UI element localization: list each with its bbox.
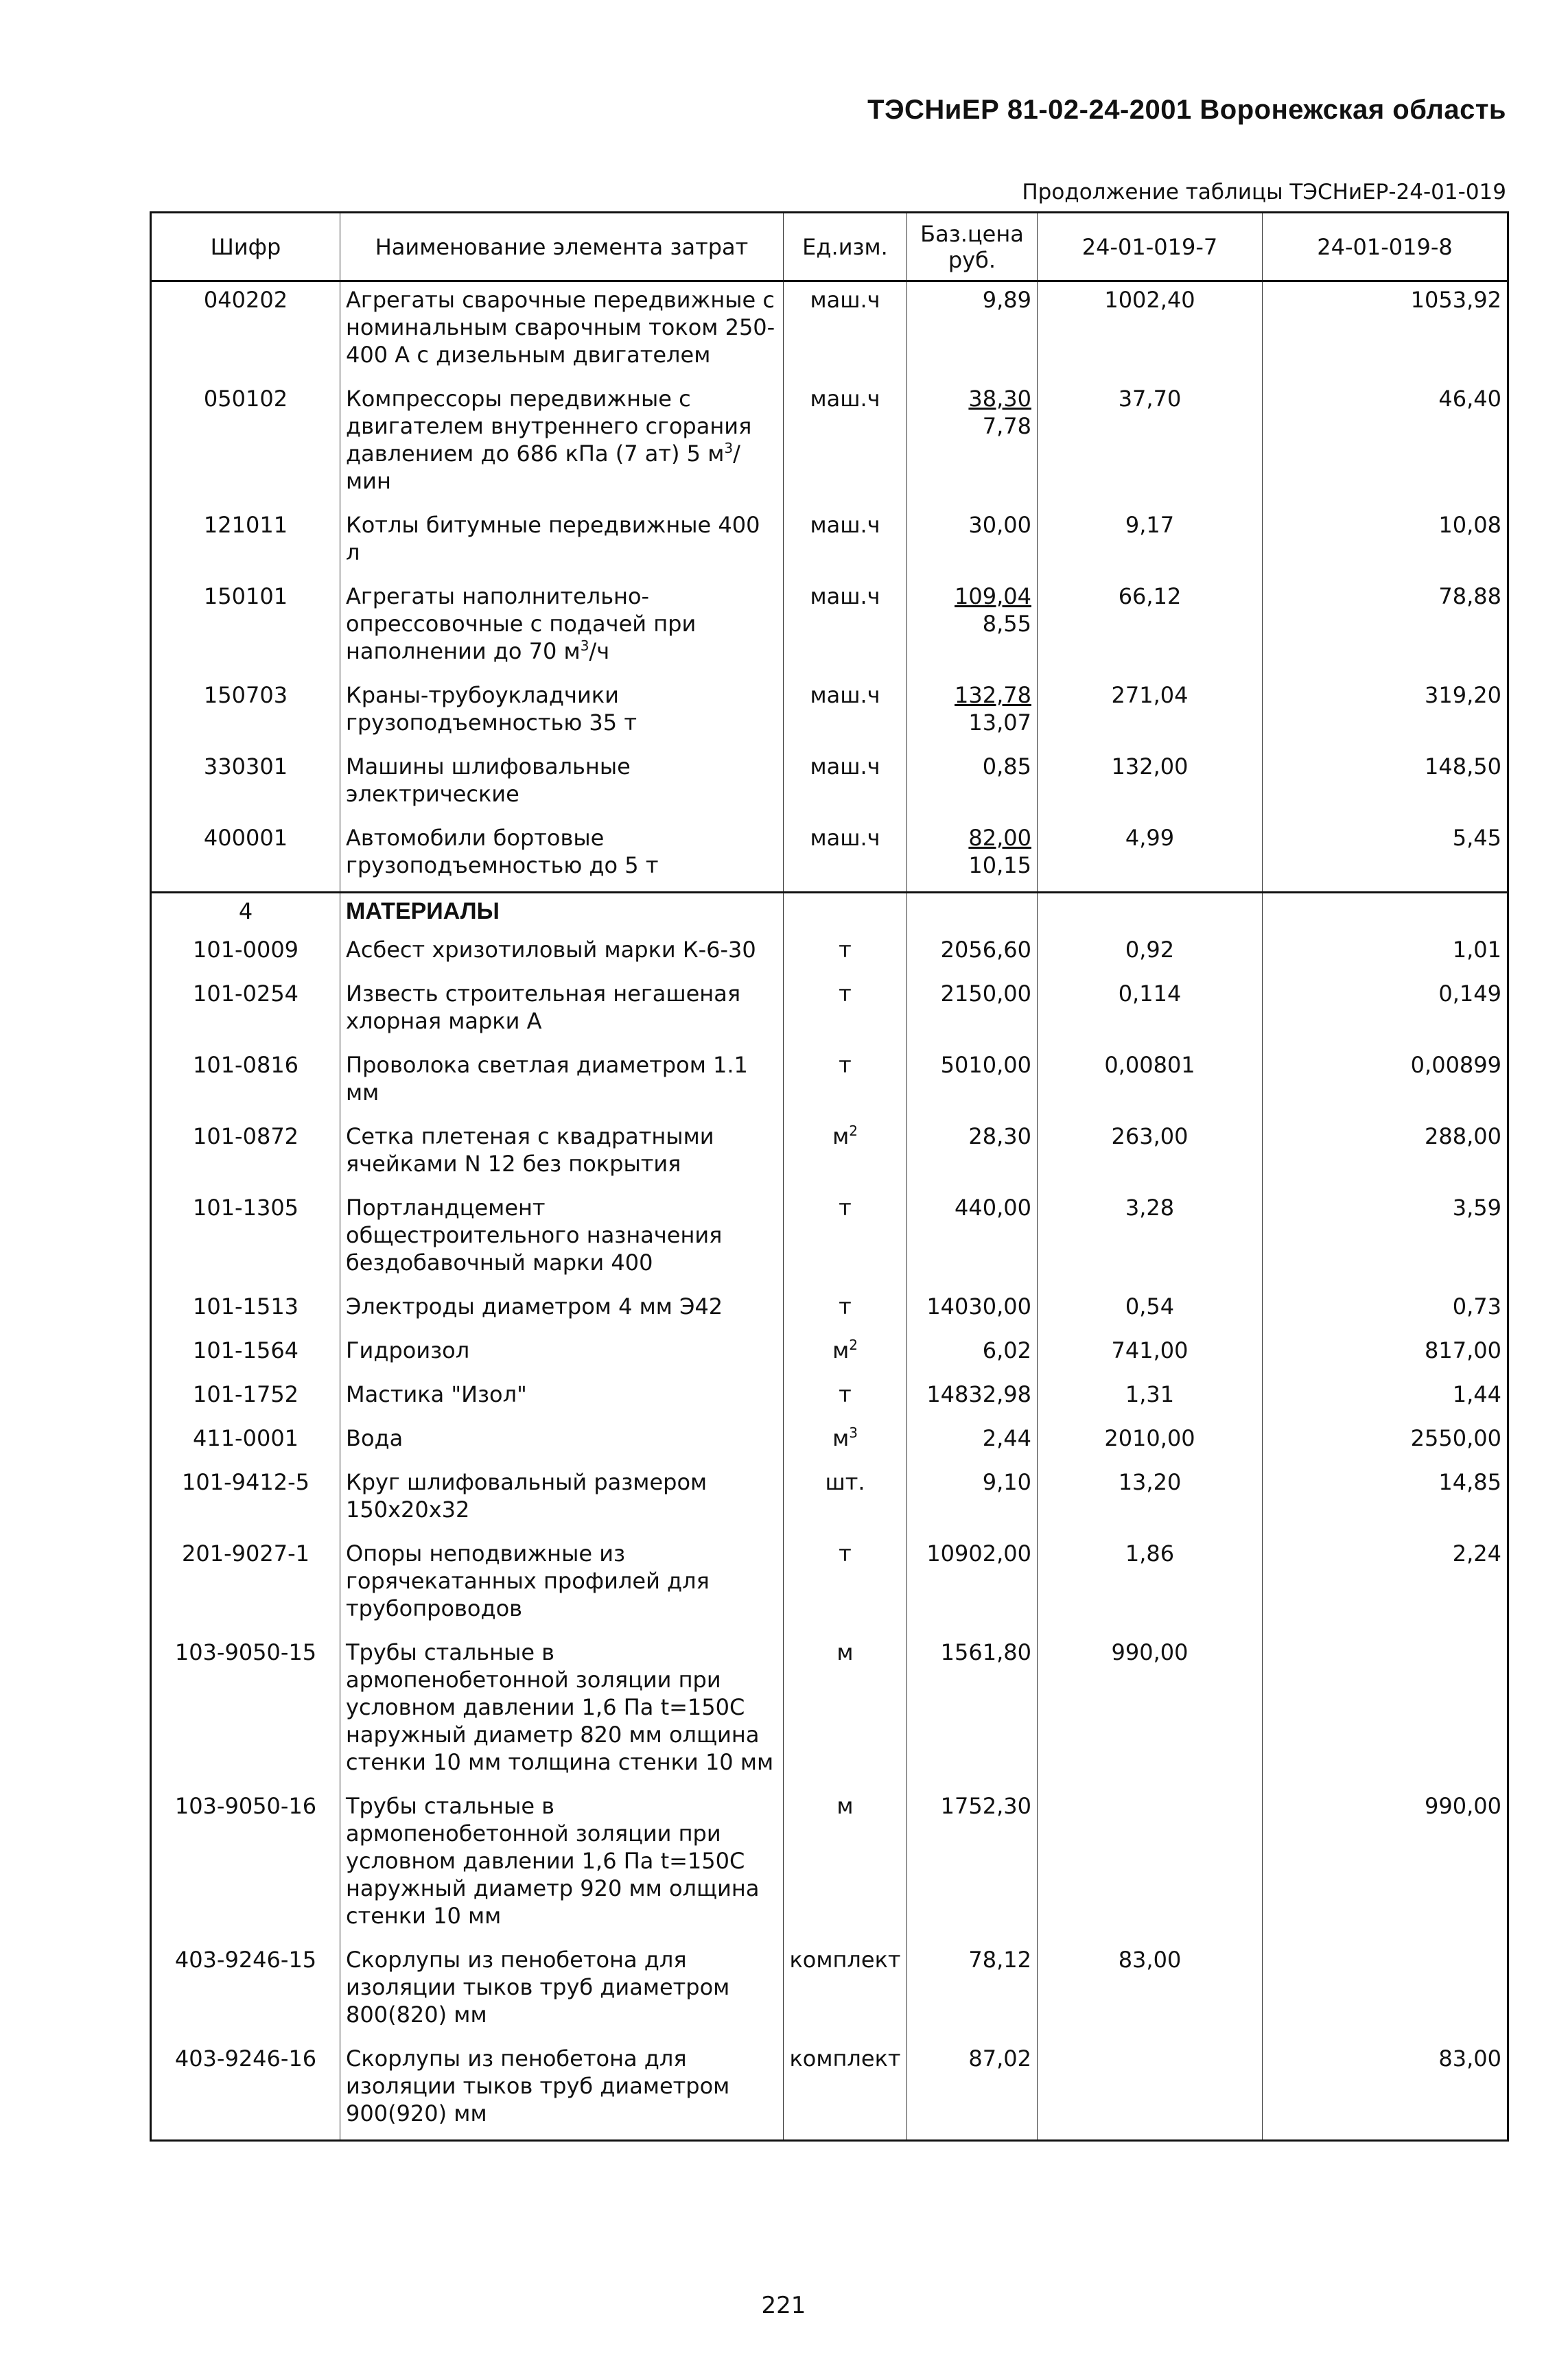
table-row bbox=[151, 1536, 1508, 1634]
cell-code: 101-9412-5 bbox=[151, 1464, 340, 1536]
cell-24-01-019-8: 2550,00 bbox=[1263, 1420, 1508, 1464]
cell-24-01-019-7: 0,92 bbox=[1038, 932, 1263, 976]
cell-24-01-019-7: 990,00 bbox=[1038, 1634, 1263, 1788]
table-row bbox=[151, 507, 1508, 578]
cell-code: 400001 bbox=[151, 820, 340, 893]
cell-price: 14030,00 bbox=[907, 1289, 1038, 1333]
cell-unit bbox=[784, 976, 907, 1047]
column-header-code: Шифр bbox=[151, 213, 340, 281]
table-row bbox=[151, 1047, 1508, 1118]
table-row bbox=[151, 820, 1508, 893]
cell-24-01-019-7: 3,28 bbox=[1038, 1190, 1263, 1289]
cell-24-01-019-7: 271,04 bbox=[1038, 677, 1263, 749]
section-code: 4 bbox=[151, 893, 340, 933]
cell-price: 10902,00 bbox=[907, 1536, 1038, 1634]
cell-name-tail: /мин bbox=[346, 441, 740, 494]
cell-24-01-019-7: 132,00 bbox=[1038, 749, 1263, 820]
cell-code: 201-9027-1 bbox=[151, 1536, 340, 1634]
cell-name-superscript: 3 bbox=[724, 440, 734, 456]
cell-name bbox=[340, 749, 784, 820]
cell-unit-text: комплект bbox=[789, 2045, 901, 2072]
column-header-unit: Ед.изм. bbox=[784, 213, 907, 281]
cell-24-01-019-8: 1,44 bbox=[1263, 1376, 1508, 1420]
cell-price: 6,02 bbox=[907, 1333, 1038, 1376]
cell-name: Сетка плетеная с квадратными ячейками N 12 без покрытия bbox=[340, 1118, 784, 1190]
cell-name bbox=[340, 820, 784, 893]
cell-code: 040202 bbox=[151, 281, 340, 382]
cell-price: 1561,80 bbox=[907, 1634, 1038, 1788]
table-row bbox=[151, 281, 1508, 382]
cell-code: 101-1305 bbox=[151, 1190, 340, 1289]
cell-price: 2150,00 bbox=[907, 976, 1038, 1047]
cell-24-01-019-8: 83,00 bbox=[1263, 2041, 1508, 2141]
cell-unit-text: т bbox=[839, 1052, 852, 1078]
cell-price: 5010,00 bbox=[907, 1047, 1038, 1118]
cell-24-01-019-8: 5,45 bbox=[1263, 820, 1508, 893]
cell-24-01-019-7 bbox=[1038, 1788, 1263, 1942]
cell-24-01-019-7: 0,00801 bbox=[1038, 1047, 1263, 1118]
cell-24-01-019-8: 0,00899 bbox=[1263, 1047, 1508, 1118]
cell-name-tail: /ч bbox=[589, 638, 610, 664]
cell-24-01-019-8: 14,85 bbox=[1263, 1464, 1508, 1536]
cell-name: Трубы стальные в армопенобетонной золяции при условном давлении 1,6 Па t=150С наружный диаметр 920 мм олщина стенки 10 мм bbox=[340, 1788, 784, 1942]
cell-24-01-019-7 bbox=[1038, 2041, 1263, 2141]
cell-24-01-019-8: 2,24 bbox=[1263, 1536, 1508, 1634]
cell-24-01-019-8: 1053,92 bbox=[1263, 281, 1508, 382]
cell-24-01-019-7: 66,12 bbox=[1038, 578, 1263, 677]
cell-unit: маш.ч bbox=[784, 578, 907, 677]
cell-code: 330301 bbox=[151, 749, 340, 820]
cell-name: Асбест хризотиловый марки К-6-30 bbox=[340, 932, 784, 976]
cell-unit bbox=[784, 1047, 907, 1118]
cell-unit-text: шт. bbox=[825, 1469, 865, 1495]
cell-name: Скорлупы из пенобетона для изоляции тыков труб диаметром 800(820) мм bbox=[340, 1942, 784, 2041]
cell-code: 101-1752 bbox=[151, 1376, 340, 1420]
cell-24-01-019-7: 83,00 bbox=[1038, 1942, 1263, 2041]
table-row bbox=[151, 2041, 1508, 2141]
cell-code: 050102 bbox=[151, 381, 340, 507]
cell-code: 150101 bbox=[151, 578, 340, 677]
section-empty-cell bbox=[1038, 893, 1263, 933]
cell-unit: маш.ч bbox=[784, 749, 907, 820]
table-row bbox=[151, 578, 1508, 677]
cell-24-01-019-8 bbox=[1263, 1634, 1508, 1788]
table-row bbox=[151, 1376, 1508, 1420]
cell-24-01-019-7: 13,20 bbox=[1038, 1464, 1263, 1536]
table-row bbox=[151, 1420, 1508, 1464]
cell-24-01-019-7: 741,00 bbox=[1038, 1333, 1263, 1376]
section-title: МАТЕРИАЛЫ bbox=[340, 893, 784, 933]
cell-name: Проволока светлая диаметром 1.1 мм bbox=[340, 1047, 784, 1118]
cell-name: Известь строительная негашеная хлорная марки А bbox=[340, 976, 784, 1047]
column-header-name: Наименование элемента затрат bbox=[340, 213, 784, 281]
section-row bbox=[151, 893, 1508, 933]
cell-unit-superscript: 2 bbox=[849, 1337, 858, 1353]
cell-24-01-019-8: 990,00 bbox=[1263, 1788, 1508, 1942]
cell-unit bbox=[784, 2041, 907, 2141]
table-row bbox=[151, 976, 1508, 1047]
cell-code: 403-9246-15 bbox=[151, 1942, 340, 2041]
cell-24-01-019-7: 1002,40 bbox=[1038, 281, 1263, 382]
section-empty-cell bbox=[1263, 893, 1508, 933]
cell-24-01-019-8: 148,50 bbox=[1263, 749, 1508, 820]
cell-24-01-019-7: 4,99 bbox=[1038, 820, 1263, 893]
cell-24-01-019-8: 3,59 bbox=[1263, 1190, 1508, 1289]
cell-code: 101-0009 bbox=[151, 932, 340, 976]
column-header-price: Баз.цена руб. bbox=[907, 213, 1038, 281]
table-row bbox=[151, 1788, 1508, 1942]
cell-price: 440,00 bbox=[907, 1190, 1038, 1289]
cell-24-01-019-8: 0,73 bbox=[1263, 1289, 1508, 1333]
table-row bbox=[151, 1634, 1508, 1788]
cell-code: 103-9050-15 bbox=[151, 1634, 340, 1788]
cell-price-value: 109,04 bbox=[955, 583, 1031, 609]
page-number: 221 bbox=[761, 2292, 806, 2319]
cell-price bbox=[907, 820, 1038, 893]
cell-price: 1752,30 bbox=[907, 1788, 1038, 1942]
cell-name: Мастика "Изол" bbox=[340, 1376, 784, 1420]
cell-name: Опоры неподвижные из горячекатанных профилей для трубопроводов bbox=[340, 1536, 784, 1634]
cell-unit-text: м bbox=[832, 1337, 850, 1363]
table-row bbox=[151, 1333, 1508, 1376]
cell-unit bbox=[784, 1376, 907, 1420]
cell-price-secondary: 8,55 bbox=[982, 611, 1031, 637]
cell-name bbox=[340, 381, 784, 507]
cell-unit-text: т bbox=[839, 1540, 852, 1567]
cell-24-01-019-7: 1,86 bbox=[1038, 1536, 1263, 1634]
cell-unit: маш.ч bbox=[784, 381, 907, 507]
cell-unit-text: комплект bbox=[789, 1947, 901, 1973]
cell-name-text: Краны-трубоукладчики грузоподъемностью 35 т bbox=[346, 682, 637, 736]
cell-unit bbox=[784, 932, 907, 976]
cell-unit bbox=[784, 1289, 907, 1333]
cell-unit: маш.ч bbox=[784, 507, 907, 578]
cell-name: Круг шлифовальный размером 150х20х32 bbox=[340, 1464, 784, 1536]
section-empty-cell bbox=[784, 893, 907, 933]
cell-name-text: Агрегаты сварочные передвижные с номинальным сварочным током 250-400 А с дизельным двигателем bbox=[346, 287, 775, 368]
cell-24-01-019-8: 288,00 bbox=[1263, 1118, 1508, 1190]
cell-name: Портландцемент общестроительного назначения бездобавочный марки 400 bbox=[340, 1190, 784, 1289]
cell-unit-text: т bbox=[839, 1195, 852, 1221]
cell-unit bbox=[784, 1190, 907, 1289]
cell-name bbox=[340, 677, 784, 749]
cell-unit-text: м bbox=[836, 1639, 854, 1665]
cell-code: 101-1513 bbox=[151, 1289, 340, 1333]
cell-price: 87,02 bbox=[907, 2041, 1038, 2141]
cell-code: 411-0001 bbox=[151, 1420, 340, 1464]
cell-24-01-019-7: 2010,00 bbox=[1038, 1420, 1263, 1464]
cell-unit-text: м bbox=[832, 1425, 850, 1451]
cell-name-text: Машины шлифовальные электрические bbox=[346, 753, 631, 807]
cell-24-01-019-7: 1,31 bbox=[1038, 1376, 1263, 1420]
cell-24-01-019-8: 817,00 bbox=[1263, 1333, 1508, 1376]
cell-code: 103-9050-16 bbox=[151, 1788, 340, 1942]
cell-price bbox=[907, 749, 1038, 820]
cell-name-text: Агрегаты наполнительно-опрессовочные с подачей при наполнении до 70 м bbox=[346, 583, 697, 664]
resource-table bbox=[150, 211, 1509, 2142]
cell-price-value: 9,89 bbox=[982, 287, 1031, 313]
cell-price-secondary: 7,78 bbox=[982, 413, 1031, 439]
cell-price bbox=[907, 507, 1038, 578]
cell-24-01-019-8 bbox=[1263, 1942, 1508, 2041]
cell-unit-text: м bbox=[832, 1123, 850, 1149]
cell-code: 121011 bbox=[151, 507, 340, 578]
column-header-24-01-019-7: 24-01-019-7 bbox=[1038, 213, 1263, 281]
cell-price: 78,12 bbox=[907, 1942, 1038, 2041]
cell-24-01-019-8: 46,40 bbox=[1263, 381, 1508, 507]
cell-code: 403-9246-16 bbox=[151, 2041, 340, 2141]
cell-name: Вода bbox=[340, 1420, 784, 1464]
cell-24-01-019-8: 319,20 bbox=[1263, 677, 1508, 749]
cell-unit-text: м bbox=[836, 1793, 854, 1819]
cell-24-01-019-7: 37,70 bbox=[1038, 381, 1263, 507]
cell-unit bbox=[784, 1634, 907, 1788]
cell-name-text: Автомобили бортовые грузоподъемностью до 5 т bbox=[346, 825, 659, 878]
cell-price-value: 38,30 bbox=[968, 386, 1031, 412]
cell-name: Трубы стальные в армопенобетонной золяции при условном давлении 1,6 Па t=150С наружный диаметр 820 мм олщина стенки 10 мм толщина стенки 10 мм bbox=[340, 1634, 784, 1788]
cell-name bbox=[340, 281, 784, 382]
cell-unit-text: т bbox=[839, 981, 852, 1007]
cell-price-value: 132,78 bbox=[955, 682, 1031, 708]
cell-price bbox=[907, 677, 1038, 749]
cell-price: 9,10 bbox=[907, 1464, 1038, 1536]
cell-price-value: 82,00 bbox=[968, 825, 1031, 851]
cell-24-01-019-8: 1,01 bbox=[1263, 932, 1508, 976]
cell-name-text: Компрессоры передвижные с двигателем внутреннего сгорания давлением до 686 кПа (7 ат) 5 м bbox=[346, 386, 752, 467]
cell-24-01-019-8: 0,149 bbox=[1263, 976, 1508, 1047]
cell-unit-text: т bbox=[839, 1381, 852, 1407]
cell-price: 14832,98 bbox=[907, 1376, 1038, 1420]
table-row bbox=[151, 1464, 1508, 1536]
cell-price-value: 0,85 bbox=[982, 753, 1031, 779]
cell-unit bbox=[784, 1536, 907, 1634]
cell-24-01-019-8: 10,08 bbox=[1263, 507, 1508, 578]
cell-unit bbox=[784, 1118, 907, 1190]
cell-name bbox=[340, 578, 784, 677]
table-row bbox=[151, 1942, 1508, 2041]
cell-code: 101-0872 bbox=[151, 1118, 340, 1190]
cell-price-value: 30,00 bbox=[968, 512, 1031, 538]
cell-24-01-019-7: 0,54 bbox=[1038, 1289, 1263, 1333]
cell-unit bbox=[784, 1464, 907, 1536]
table-row bbox=[151, 1289, 1508, 1333]
table-row bbox=[151, 749, 1508, 820]
cell-price bbox=[907, 578, 1038, 677]
cell-unit-text: т bbox=[839, 937, 852, 963]
document-title: ТЭСНиЕР 81-02-24-2001 Воронежская область bbox=[867, 95, 1506, 125]
cell-unit: маш.ч bbox=[784, 820, 907, 893]
cell-code: 150703 bbox=[151, 677, 340, 749]
cell-code: 101-1564 bbox=[151, 1333, 340, 1376]
cell-code: 101-0816 bbox=[151, 1047, 340, 1118]
cell-unit bbox=[784, 1420, 907, 1464]
cell-name-superscript: 3 bbox=[580, 637, 589, 654]
cell-24-01-019-8: 78,88 bbox=[1263, 578, 1508, 677]
cell-unit bbox=[784, 1942, 907, 2041]
cell-unit bbox=[784, 1788, 907, 1942]
cell-price: 28,30 bbox=[907, 1118, 1038, 1190]
column-header-24-01-019-8: 24-01-019-8 bbox=[1263, 213, 1508, 281]
cell-price-secondary: 10,15 bbox=[968, 852, 1031, 878]
table-header-row bbox=[151, 213, 1508, 281]
cell-unit-text: т bbox=[839, 1293, 852, 1320]
cell-name: Электроды диаметром 4 мм Э42 bbox=[340, 1289, 784, 1333]
table-row bbox=[151, 381, 1508, 507]
cell-name-text: Котлы битумные передвижные 400 л bbox=[346, 512, 760, 565]
cell-unit: маш.ч bbox=[784, 281, 907, 382]
cell-24-01-019-7: 263,00 bbox=[1038, 1118, 1263, 1190]
table-row bbox=[151, 677, 1508, 749]
cell-unit bbox=[784, 1333, 907, 1376]
cell-price: 2,44 bbox=[907, 1420, 1038, 1464]
cell-name bbox=[340, 507, 784, 578]
table-row bbox=[151, 1118, 1508, 1190]
cell-price bbox=[907, 281, 1038, 382]
table-row bbox=[151, 932, 1508, 976]
section-empty-cell bbox=[907, 893, 1038, 933]
cell-unit-superscript: 3 bbox=[849, 1424, 858, 1441]
cell-unit-superscript: 2 bbox=[849, 1123, 858, 1139]
cell-unit: маш.ч bbox=[784, 677, 907, 749]
cell-24-01-019-7: 0,114 bbox=[1038, 976, 1263, 1047]
table-row bbox=[151, 1190, 1508, 1289]
cell-name: Гидроизол bbox=[340, 1333, 784, 1376]
cell-price bbox=[907, 381, 1038, 507]
cell-price-secondary: 13,07 bbox=[968, 710, 1031, 736]
table-continuation-note: Продолжение таблицы ТЭСНиЕР-24-01-019 bbox=[1022, 180, 1506, 204]
cell-24-01-019-7: 9,17 bbox=[1038, 507, 1263, 578]
cell-code: 101-0254 bbox=[151, 976, 340, 1047]
cell-price: 2056,60 bbox=[907, 932, 1038, 976]
cell-name: Скорлупы из пенобетона для изоляции тыков труб диаметром 900(920) мм bbox=[340, 2041, 784, 2141]
